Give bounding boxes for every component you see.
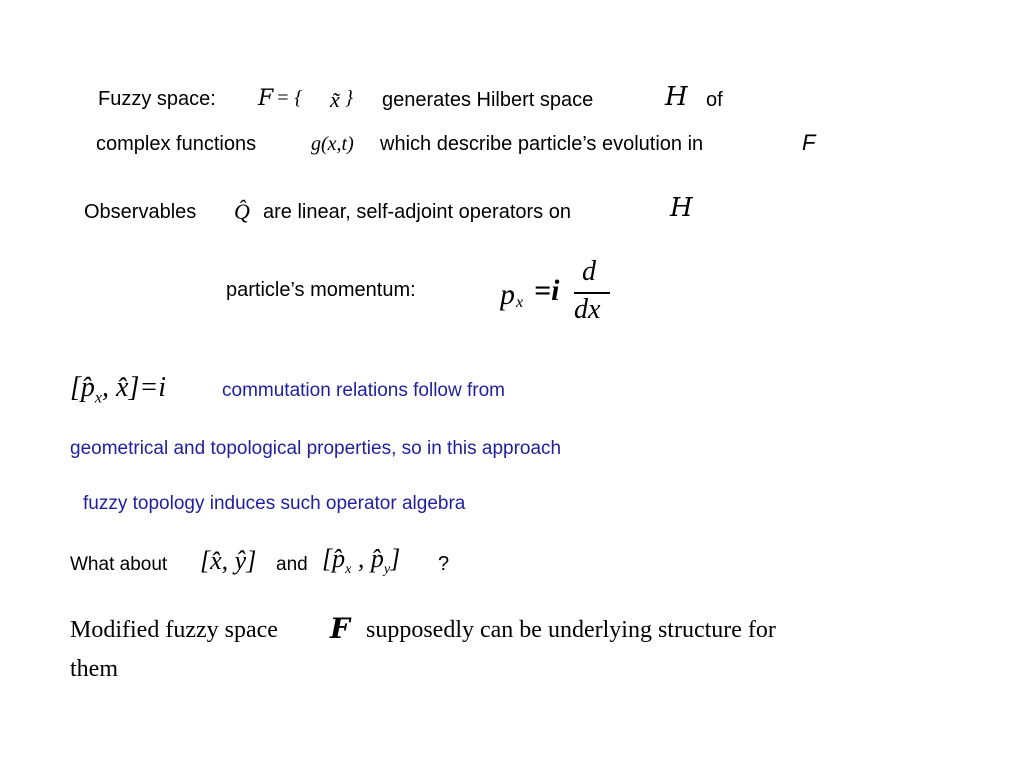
comm2-sub-y: y [383,562,391,578]
fraction-numerator: d [582,260,596,287]
momentum-equals-i: =i [534,274,560,307]
observables-text: Observables [84,201,197,223]
supposedly-text: supposedly can be underlying structure for [366,617,776,643]
fraction-denominator: dx [574,294,601,324]
comm2-sub-x: x [345,562,352,578]
x-tilde-symbol: x̃ [330,87,340,112]
commutator-xy: [x̂, ŷ] [200,546,257,575]
momentum-formula [500,260,610,324]
and-text: and [276,554,308,575]
line-fuzzy-space [98,88,216,111]
of-text: of [706,89,723,111]
g-function-formula: g(x,t) [311,133,354,155]
fuzzy-topology-text: fuzzy topology induces such operator algebra [83,493,466,514]
self-adjoint-text: are linear, self-adjoint operators on [263,201,571,223]
what-about-label: What about [70,554,168,575]
equals-brace: = { [276,87,303,109]
commutator-rest: , x̂]=i [102,372,167,403]
geometrical-properties-text: geometrical and topological properties, so in this approach [70,438,562,459]
script-h-symbol: H [665,82,688,112]
close-brace: } [345,87,353,109]
comm2-close: ] [390,544,401,573]
f-letter: F [802,130,816,155]
script-f-symbol-2: F [330,612,350,645]
q-hat-symbol: Q̂ [234,199,250,224]
commutator-pxpy [322,544,400,578]
commutation-relations-text: commutation relations follow from [222,380,505,401]
question-mark: ? [438,553,450,575]
momentum-label: particle’s momentum: [226,279,416,301]
them-text: them [70,656,118,682]
momentum-p-sub: x [516,294,524,311]
comm2-open: [p̂ [322,544,346,573]
script-f-symbol: F [258,86,274,111]
script-h-symbol-2: H [670,193,693,223]
generates-hilbert-text: generates Hilbert space [382,89,594,111]
fuzzy-space-label: Fuzzy space: [98,88,216,110]
commutator-open: [p̂ [70,372,95,403]
comm2-mid: , p̂ [351,544,384,573]
modified-fuzzy-text: Modified fuzzy space [70,617,278,643]
complex-functions-text: complex functions [96,133,257,155]
evolution-text: which describe particle’s evolution in [380,133,704,155]
commutator-sub: x [94,389,103,407]
momentum-p: p [500,278,515,311]
commutator-formula [70,372,166,408]
